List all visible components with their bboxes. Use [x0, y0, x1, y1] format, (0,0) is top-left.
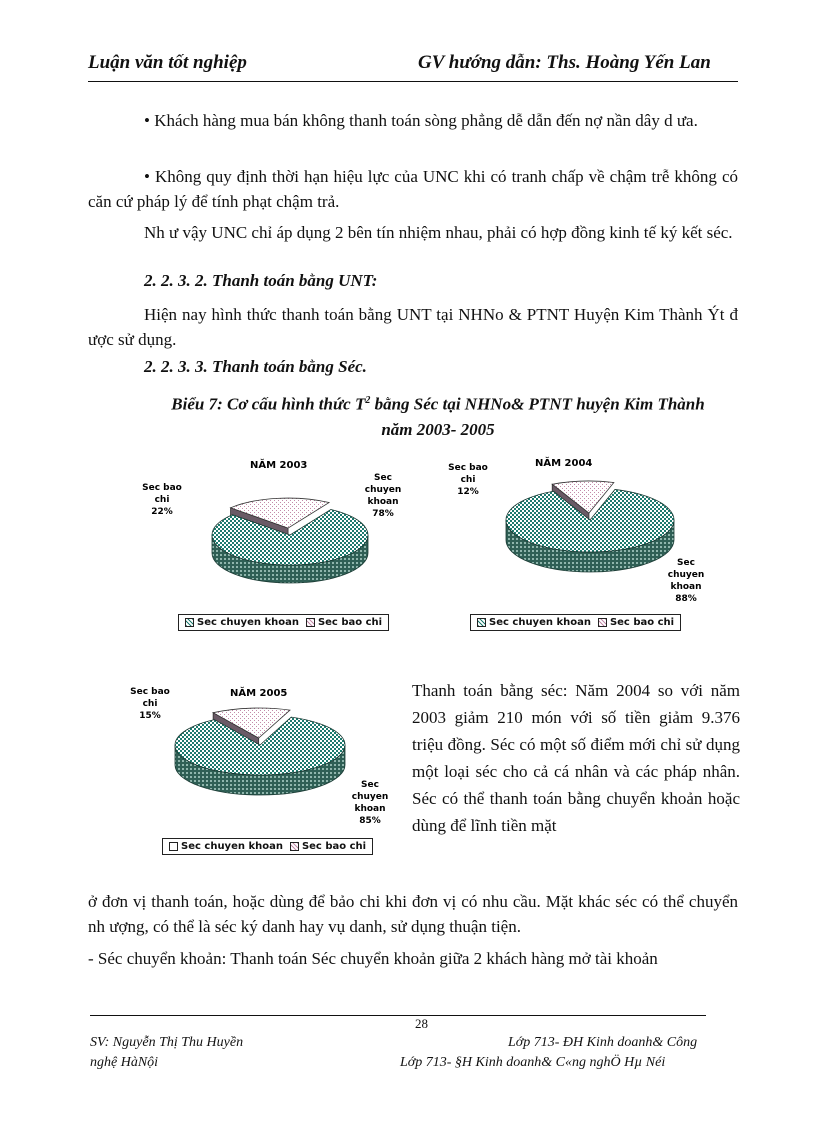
label-sec-chuyen-khoan: Sec chuyen khoan 78% [364, 473, 402, 519]
legend-label: Sec bao chi [301, 841, 367, 852]
legend-swatch [306, 618, 315, 627]
label-sec-chuyen-khoan: Sec chuyen khoan 85% [351, 780, 389, 826]
legend-label: Sec chuyen khoan [197, 617, 299, 628]
caption-text: Biểu 7: Cơ cấu hình thức T [171, 394, 366, 414]
legend-swatch [185, 618, 194, 627]
chart-title: NĂM 2004 [535, 458, 593, 469]
label-sec-bao-chi: Sec bao chi 12% [448, 463, 488, 497]
pie-svg [140, 450, 400, 610]
footer-student: SV: Nguyễn Thị Thu Huyền [90, 1035, 244, 1050]
legend-label: Sec bao chi [317, 617, 383, 628]
chart-legend [178, 614, 389, 631]
footer-class-garbled: Lớp 713- §H Kinh doanh& C«ng nghÖ Hµ Néi [400, 1055, 666, 1070]
chart-legend [470, 614, 681, 631]
bullet-item: • Khách hàng mua bán không thanh toán sòng phẳng dễ dẫn đến nợ nần dây d ưa. [144, 111, 698, 130]
chart-title: NĂM 2005 [230, 688, 288, 699]
legend-label: Sec bao chi [609, 617, 675, 628]
legend-label: Sec chuyen khoan [489, 617, 591, 628]
paragraph: Hiện nay hình thức thanh toán bằng UNT tại NHNo & PTNT Huyện Kim Thành Ýt đ ược sử dụng. [88, 305, 738, 349]
footer-class: Lớp 713- ĐH Kinh doanh& Công [508, 1035, 698, 1050]
section-heading: 2. 2. 3. 3. Thanh toán bằng Séc. [144, 357, 367, 376]
side-paragraph: Thanh toán bằng séc: Năm 2004 so với năm 2003 giảm 210 món với số tiền giảm 9.376 triệu đồng. Séc có một số điểm mới chỉ sử dụng một loại séc cho cả cá nhân và các pháp nhân. Séc có thể thanh toán bằng chuyển khoản hoặc dùng để lĩnh tiền mặt [412, 681, 740, 835]
chart-title: NĂM 2003 [250, 460, 308, 471]
legend-swatch [169, 842, 178, 851]
pie-body [506, 481, 674, 572]
label-sec-chuyen-khoan: Sec chuyen khoan 88% [667, 558, 705, 604]
legend-swatch [290, 842, 299, 851]
pie-chart-2003 [140, 450, 400, 610]
legend-label: Sec chuyen khoan [181, 841, 283, 852]
legend-swatch [477, 618, 486, 627]
paragraph: Nh ư vậy UNC chỉ áp dụng 2 bên tín nhiệm nhau, phải có hợp đồng kinh tế ký kết séc. [144, 223, 733, 242]
pie-svg [440, 450, 710, 620]
caption-text: bằng Séc tại NHNo& PTNT huyện Kim Thành [370, 394, 705, 414]
pie-body [212, 498, 368, 583]
chart-legend [162, 838, 373, 855]
label-sec-bao-chi: Sec bao chi 22% [142, 483, 182, 517]
paragraph: - Séc chuyển khoản: Thanh toán Séc chuyển khoản giữa 2 khách hàng mở tài khoản [88, 949, 658, 968]
header-supervisor: GV hướng dẫn: Ths. Hoàng Yến Lan [418, 52, 711, 73]
caption-years: năm 2003- 2005 [381, 419, 495, 439]
caption-sup: 2 [365, 395, 371, 406]
legend-swatch [598, 618, 607, 627]
pie-svg [110, 680, 400, 840]
chart-caption [88, 388, 788, 442]
pie-chart-2004 [440, 450, 710, 620]
footer-student-cont: nghệ HàNội [90, 1055, 159, 1070]
header-title: Luận văn tốt nghiệp [88, 52, 247, 73]
header-divider [88, 81, 738, 82]
pie-chart-2005 [110, 680, 400, 840]
paragraph: ở đơn vị thanh toán, hoặc dùng để bảo chi khi đơn vị có nhu cầu. Mặt khác séc có thể chuyển nh ượng, có thể là séc ký danh hay vụ danh, sử dụng thuận tiện. [88, 892, 738, 936]
footer-divider [90, 1015, 706, 1016]
section-heading: 2. 2. 3. 2. Thanh toán bằng UNT: [144, 271, 378, 290]
bullet-item: • Không quy định thời hạn hiệu lực của UNC khi có tranh chấp về chậm trễ không có căn cứ pháp lý để tính phạt chậm trả. [88, 167, 738, 211]
pie-body [175, 708, 345, 795]
label-sec-bao-chi: Sec bao chi 15% [130, 687, 170, 721]
page-number: 28 [415, 1016, 428, 1031]
